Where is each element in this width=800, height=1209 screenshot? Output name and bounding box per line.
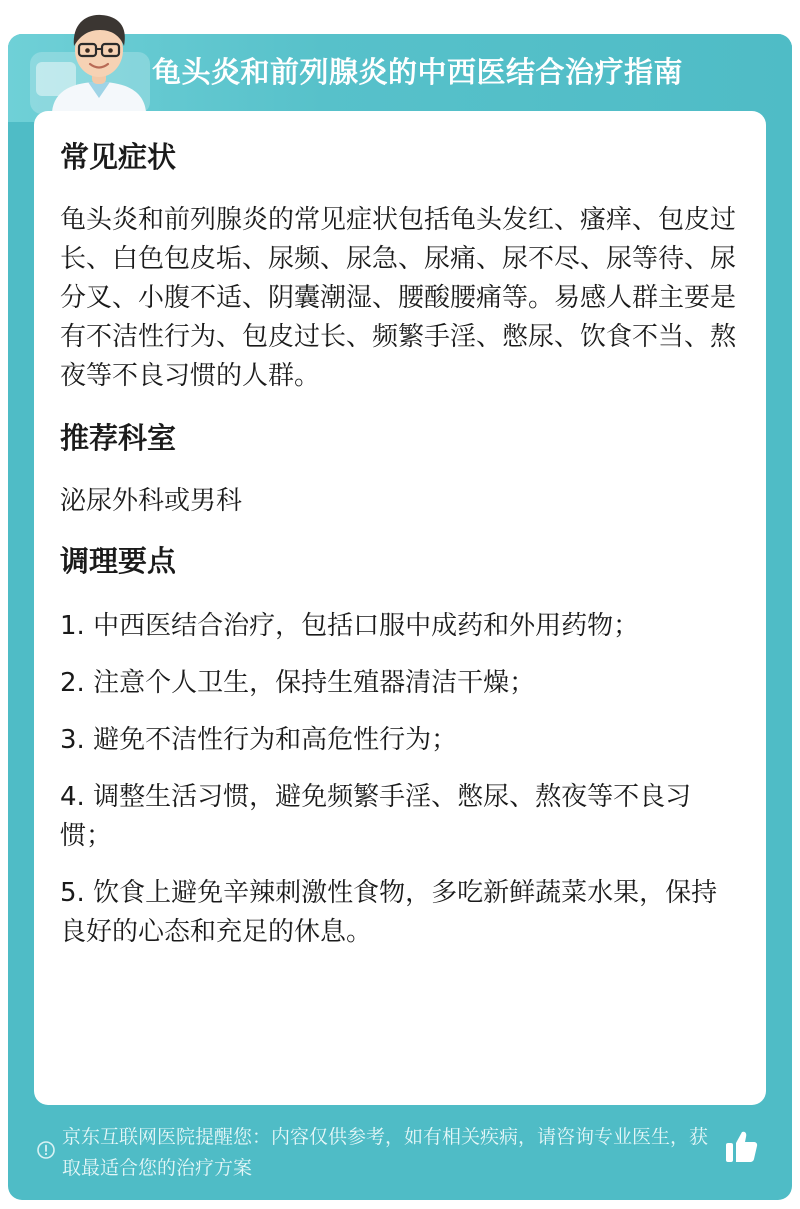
section-title-symptoms: 常见症状 (60, 140, 177, 174)
care-item: 1. 中西医结合治疗，包括口服中成药和外用药物； (60, 611, 640, 641)
thumbs-up-icon[interactable] (724, 1128, 758, 1164)
content-body (60, 135, 740, 952)
doctor-avatar (44, 6, 154, 112)
care-item: 2. 注意个人卫生，保持生殖器清洁干燥； (60, 668, 536, 698)
symptoms-text: 龟头炎和前列腺炎的常见症状包括龟头发红、瘙痒、包皮过长、白色包皮垢、尿频、尿急、尿痛、尿不尽、尿等待、尿分叉、小腹不适、阴囊潮湿、腰酸腰痛等。易感人群主要是有不洁性行为、包皮过长、频繁手淫、憋尿、饮食不当、熬夜等不良习惯的人群。 (60, 205, 737, 391)
care-item: 5. 饮食上避免辛辣刺激性食物，多吃新鲜蔬菜水果，保持良好的心态和充足的休息。 (60, 878, 718, 947)
page-title: 龟头炎和前列腺炎的中西医结合治疗指南 (152, 55, 684, 89)
footer-disclaimer: 京东互联网医院提醒您：内容仅供参考，如有相关疾病，请咨询专业医生，获取最适合您的治疗方案 (62, 1126, 709, 1179)
content-card (34, 111, 766, 1105)
info-icon (36, 1140, 56, 1160)
care-item: 4. 调整生活习惯，避免频繁手淫、憋尿、熬夜等不良习惯； (60, 782, 692, 851)
care-item: 3. 避免不洁性行为和高危性行为； (60, 725, 458, 755)
section-title-care: 调理要点 (60, 544, 177, 578)
section-title-department: 推荐科室 (60, 421, 177, 455)
department-text: 泌尿外科或男科 (60, 486, 243, 516)
